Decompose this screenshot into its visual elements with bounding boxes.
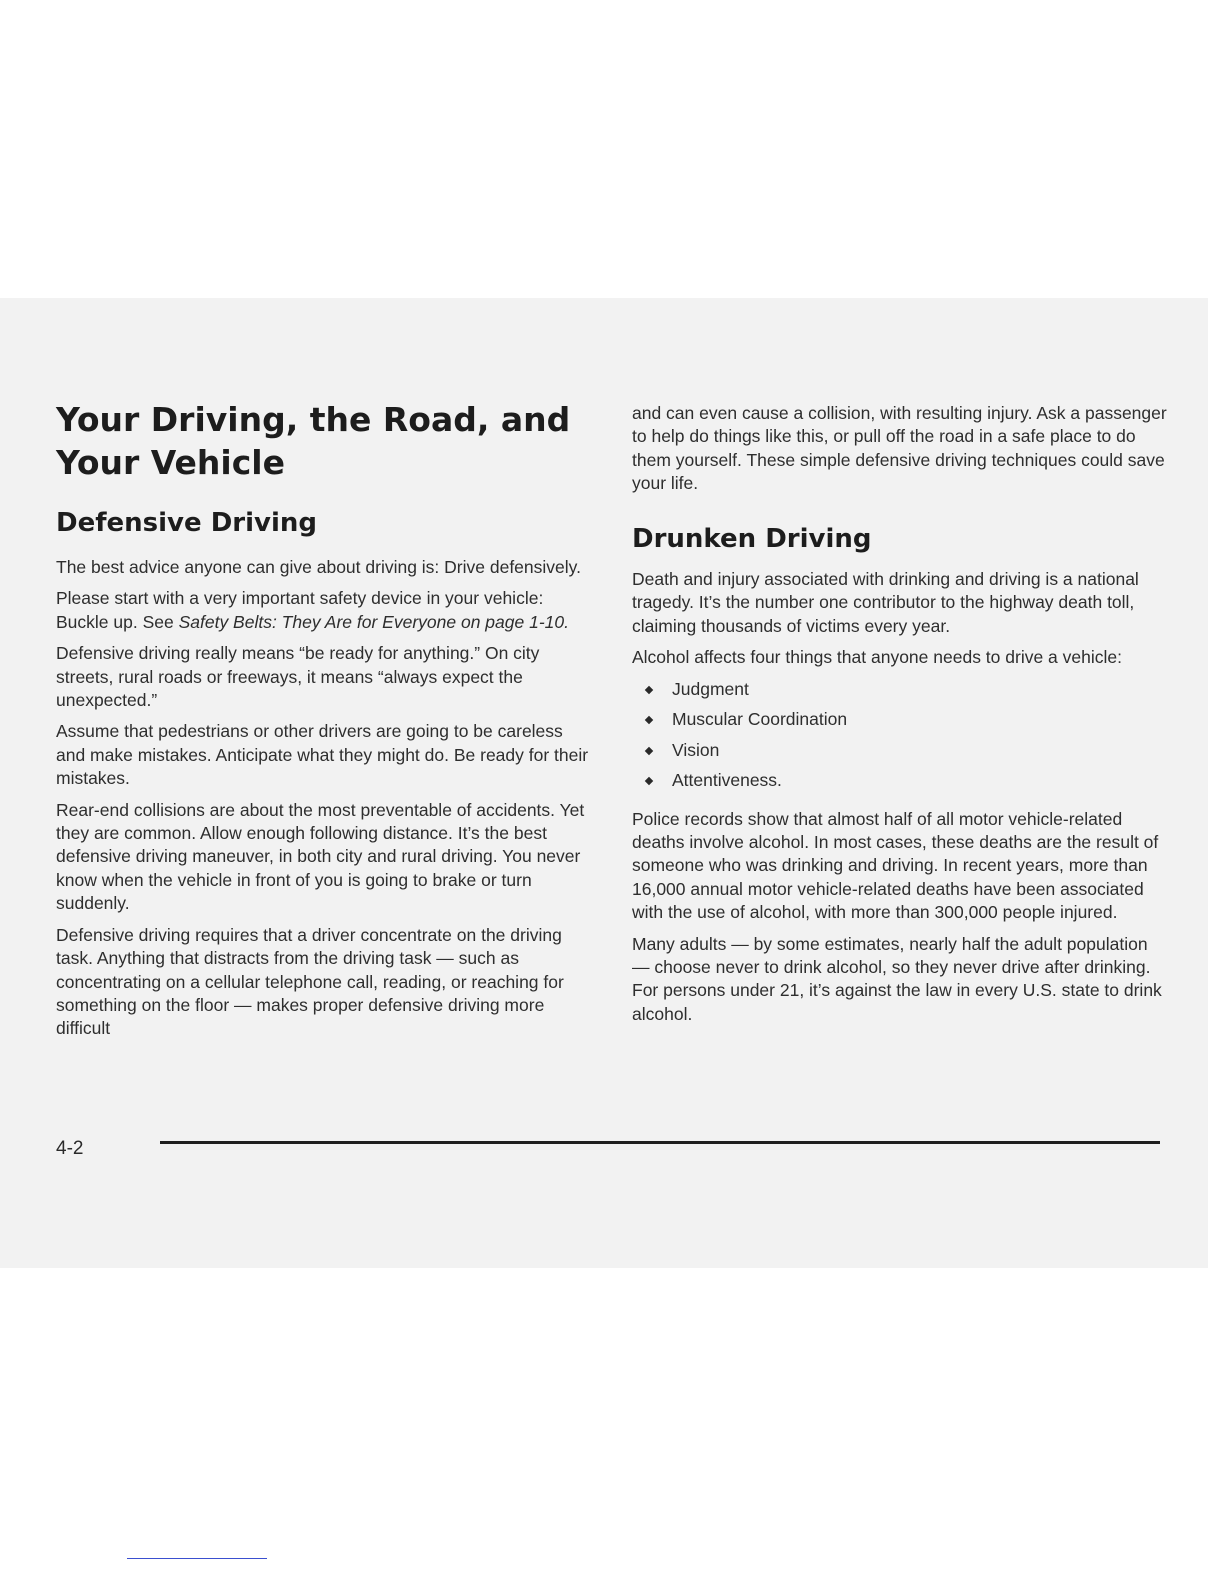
chapter-title: Your Driving, the Road, and Your Vehicle <box>56 400 571 482</box>
right-column-body <box>632 568 1167 1034</box>
paragraph: Assume that pedestrians or other drivers are going to be careless and make mistakes. Anticipate what they might do. Be ready for their mistakes. <box>56 721 589 789</box>
list-item <box>632 739 1167 770</box>
paragraph: Alcohol affects four things that anyone needs to drive a vehicle: <box>632 647 1122 668</box>
paragraph <box>56 587 596 634</box>
bullet-icon <box>645 716 653 724</box>
list-item <box>632 708 1167 739</box>
bullet-icon <box>645 685 653 693</box>
footer-divider <box>160 1141 1160 1144</box>
paragraph: Defensive driving requires that a driver concentrate on the driving task. Anything that distracts from the driving task — such as concentrating on a cellular telephone call, reading, or reaching for something on the floor — makes proper defensive driving more difficult <box>56 924 564 1039</box>
list-item <box>632 678 1167 709</box>
page-number: 4-2 <box>56 1138 84 1159</box>
section-heading-drunken-driving: Drunken Driving <box>632 524 872 554</box>
list-item-label: Vision <box>672 739 720 760</box>
paragraph: The best advice anyone can give about driving is: Drive defensively. <box>56 557 581 577</box>
link-underline <box>127 1558 267 1559</box>
bullet-icon <box>645 777 653 785</box>
left-column-body <box>56 556 596 1049</box>
paragraph: Defensive driving really means “be ready for anything.” On city streets, rural roads or freeways, it means “always expect the unexpected.” <box>56 643 540 711</box>
bullet-icon <box>645 746 653 754</box>
list-item <box>632 769 1167 800</box>
paragraph: Death and injury associated with drinking and driving is a national tragedy. It’s the number one contributor to the highway death toll, claiming thousands of victims every year. <box>632 569 1139 636</box>
list-item-label: Judgment <box>672 678 749 699</box>
list-item-label: Muscular Coordination <box>672 709 848 730</box>
paragraph: Rear-end collisions are about the most preventable of accidents. Yet they are common. Allow enough following distance. It’s the best defensive driving maneuver, in both city and rural driving. You never know when the vehicle in front of you is going to brake or turn suddenly. <box>56 799 585 914</box>
paragraph: Police records show that almost half of all motor vehicle-related deaths involve alcohol. In most cases, these deaths are the result of someone who was drinking and driving. In recent years, more than 16,000 annual motor vehicle-related deaths have been associated with the use of alcohol, with more than 300,000 people injured. <box>632 808 1159 923</box>
bullet-list <box>632 678 1167 800</box>
paragraph: and can even cause a collision, with resulting injury. Ask a passenger to help do things like this, or pull off the road in a safe place to do them yourself. These simple defensive driving techniques could save your life. <box>632 403 1167 494</box>
section-heading-defensive-driving: Defensive Driving <box>56 508 317 538</box>
cross-reference: Safety Belts: They Are for Everyone on page 1-10. <box>178 611 569 632</box>
list-item-label: Attentiveness. <box>672 770 782 791</box>
paragraph: Many adults — by some estimates, nearly half the adult population — choose never to drink alcohol, so they never drive after drinking. For persons under 21, it’s against the law in every U.S. state to drink alcohol. <box>632 933 1162 1024</box>
right-column-continuation <box>632 402 1167 504</box>
paragraph-text: Please start with a very important safety device in your vehicle: Buckle up. See <box>56 588 544 632</box>
